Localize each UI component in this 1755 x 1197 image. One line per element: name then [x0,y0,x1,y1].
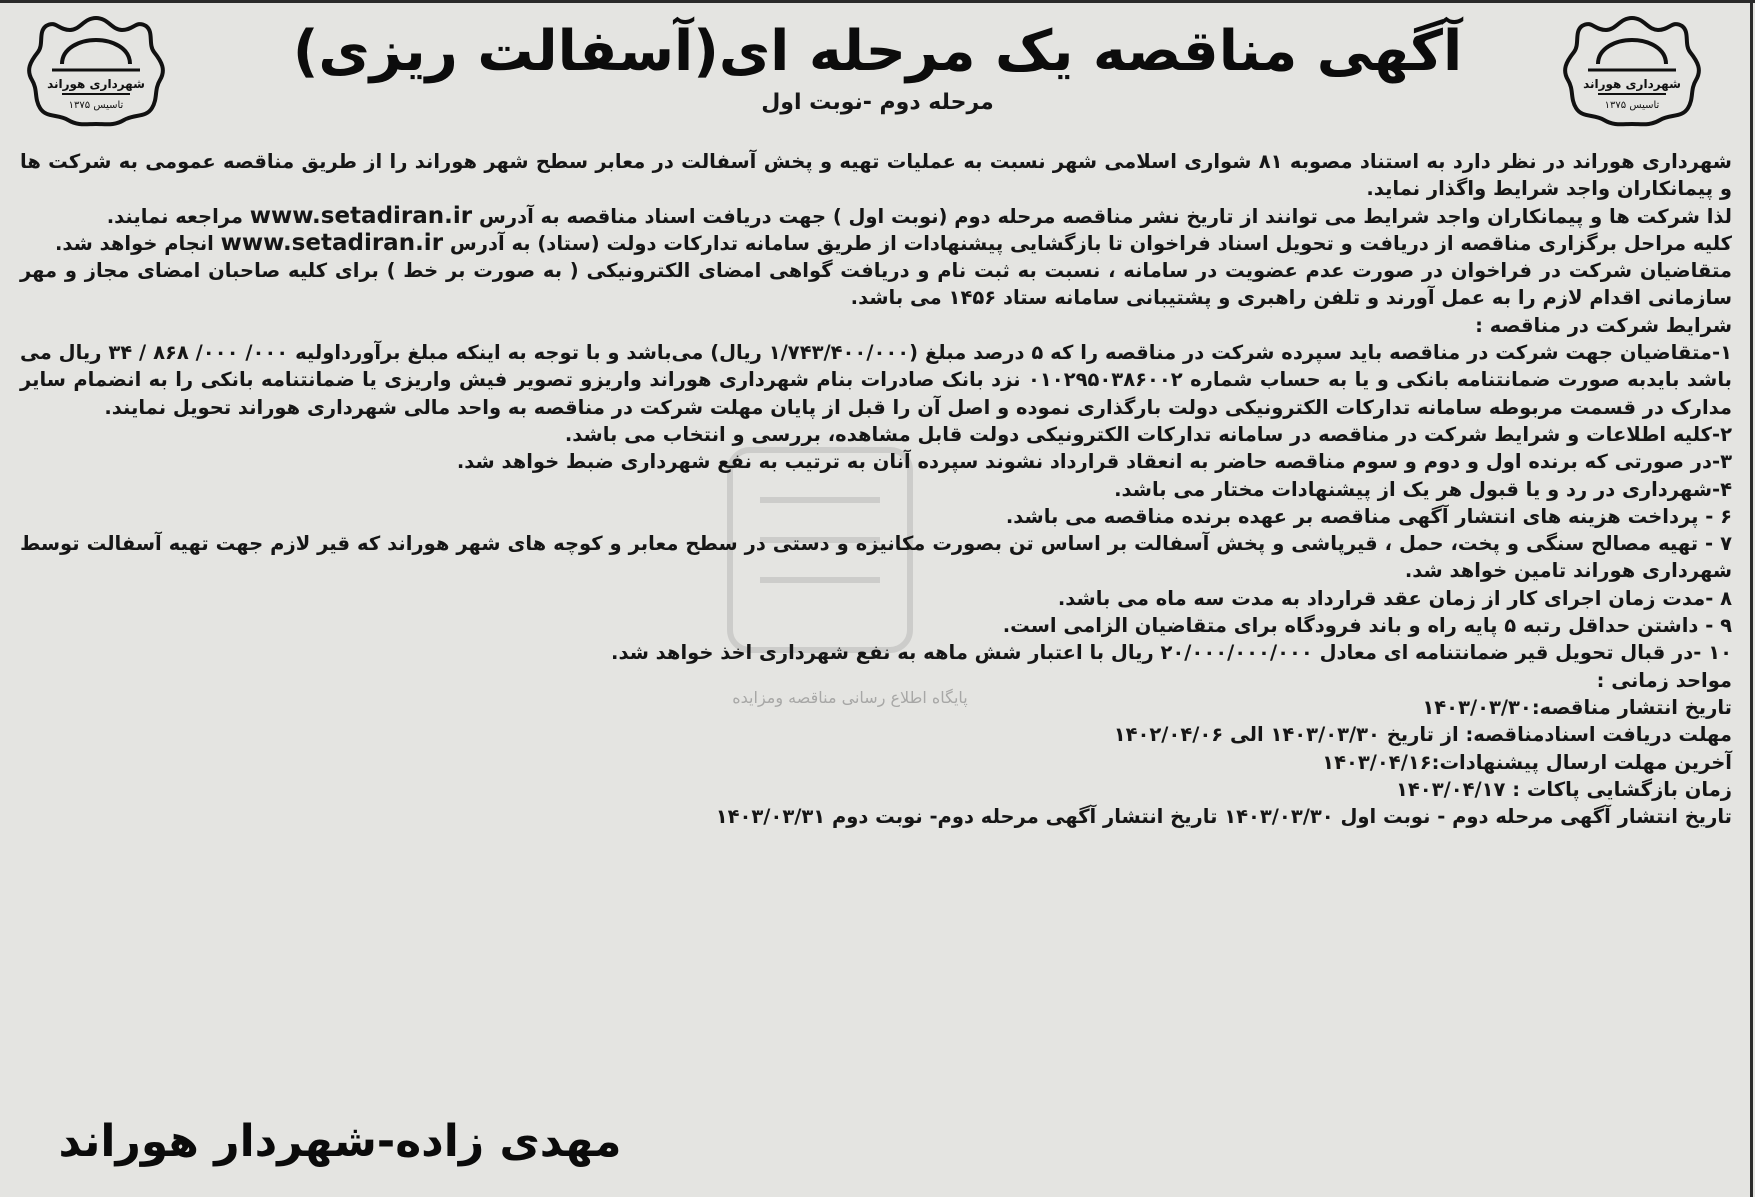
date-opening: زمان بازگشایی پاکات : ۱۴۰۳/۰۴/۱۷ [1395,777,1732,801]
condition-item-10: ۱۰ -در قبال تحویل قیر ضمانتنامه ای معادل ۲۰/۰۰۰/۰۰۰/۰۰۰ ریال با اعتبار شش ماهه به نفع شهرداری اخذ خواهد شد. [611,641,1732,665]
intro-paragraph-3-text: کلیه مراحل برگزاری مناقصه از دریافت و تحویل اسناد فراخوان تا بازگشایی پیشنهادات از طریق سامانه تدارکات دولت (ستاد) به آدرس [449,231,1732,255]
date-publication-note: تاریخ انتشار آگهی مرحله دوم - نوبت اول ۱۴۰۳/۰۳/۳۰ تاریخ انتشار آگهی مرحله دوم- نوبت دوم ۱۴۰۳/۰۳/۳۱ [715,805,1732,829]
intro-paragraph-2-text: لذا شرکت ها و پیمانکاران واجد شرایط می توانند از تاریخ نشر مناقصه مرحله دوم (نوبت اول ) جهت دریافت اسناد مناقصه به آدرس [478,204,1732,228]
condition-item-3: ۳-در صورتی که برنده اول و دوم و سوم مناقصه حاضر به انعقاد قرارداد نشوند سپرده آنان به ترتیب به نفع شهرداری ضبط خواهد شد. [456,450,1732,474]
watermark-text: پایگاه اطلاع رسانی مناقصه ومزایده [732,688,968,707]
condition-item-2: ۲-کلیه اطلاعات و شرایط شرکت در مناقصه در سامانه تدارکات الکترونیکی دولت قابل مشاهده، بررسی و انتخاب می باشد. [564,422,1732,446]
intro-paragraph-2-end: مراجعه نمایند. [106,204,243,228]
svg-text:تاسیس ۱۳۷۵: تاسیس ۱۳۷۵ [68,100,124,111]
condition-item-8: ۸ -مدت زمان اجرای کار از زمان عقد قرارداد به مدت سه ماه می باشد. [1057,586,1732,610]
conditions-heading: شرایط شرکت در مناقصه : [1475,313,1732,337]
dates-heading: مواحد زمانی : [1596,668,1732,692]
notice-body [20,148,1732,830]
notice-header [260,14,1495,118]
top-border [0,0,1755,3]
notice-subtitle: مرحله دوم -نوبت اول [761,90,994,115]
intro-paragraph-2 [20,203,1732,230]
date-submit-deadline: آخرین مهلت ارسال پیشنهادات:۱۴۰۳/۰۴/۱۶ [1322,750,1732,774]
date-publish: تاریخ انتشار مناقصه:۱۴۰۳/۰۳/۳۰ [1422,695,1732,719]
municipality-logo-left [22,12,170,130]
svg-text:تاسیس ۱۳۷۵: تاسیس ۱۳۷۵ [1604,100,1660,111]
right-border [1750,0,1753,1197]
condition-item-1: ۱-متقاضیان جهت شرکت در مناقصه باید سپرده شرکت در مناقصه را که ۵ درصد مبلغ (۱/۷۴۳/۴۰۰/۰۰۰ ریال) می‌باشد و با توجه به اینکه مبلغ برآورداولیه ۰۰۰/ ۰۰۰/ ۸۶۸ / ۳۴ ریال می باشد بایدبه صورت ضمانتنامه بانکی و یا به حساب شماره ۰۱۰۲۹۵۰۳۸۶۰۰۲ نزد بانک صادرات بنام شهرداری هوراند واریزو تصویر فیش واریزی یا ضمانتنامه بانکی را به انضمام سایر مدارک در قسمت مربوطه سامانه تدارکات الکترونیکی دولت بارگذاری نموده و اصل آن را قبل از پایان مهلت شرکت در مناقصه به واحد مالی شهرداری هوراند تحویل نمایند. [20,341,1733,419]
svg-text:شهرداری هوراند: شهرداری هوراند [1583,77,1681,91]
mayor-signature: مهدی زاده-شهردار هوراند [58,1116,622,1167]
notice-title: آگهی مناقصه یک مرحله ای(آسفالت ریزی) [292,19,1463,84]
condition-item-4: ۴-شهرداری در رد و یا قبول هر یک از پیشنهادات مختار می باشد. [1114,477,1732,501]
dates-section [20,667,1732,831]
municipality-logo-right [1558,12,1706,130]
condition-item-7: ۷ - تهیه مصالح سنگی و پخت، حمل ، قیرپاشی و پخش آسفالت بر اساس تن بصورت مکانیزه و دستی در سطح معابر و کوچه های شهر هوراند که قیر لازم جهت تهیه آسفالت توسط شهرداری هوراند تامین خواهد شد. [20,532,1732,583]
condition-item-9: ۹ - داشتن حداقل رتبه ۵ پایه راه و باند فرودگاه برای متقاضیان الزامی است. [1002,614,1732,638]
intro-paragraph-1: شهرداری هوراند در نظر دارد به استناد مصوبه ۸۱ شوارى اسلامی شهر نسبت به عملیات تهیه و پخش آسفالت در معابر سطح شهر هوراند را از طریق مناقصه عمومی به شرکت ها و پیمانکاران واجد شرایط واگذار نماید. [20,150,1732,201]
setadiran-link-2[interactable]: www.setadiran.ir [220,229,444,256]
intro-paragraph-3-end: انجام خواهد شد. [55,231,214,255]
condition-item-6: ۶ - پرداخت هزینه های انتشار آگهی مناقصه بر عهده برنده مناقصه می باشد. [1005,504,1732,528]
setadiran-link-1[interactable]: www.setadiran.ir [249,202,473,229]
intro-paragraph-3 [20,230,1732,257]
date-doc-deadline: مهلت دریافت اسنادمناقصه: از تاریخ ۱۴۰۳/۰۳/۳۰ الی ۱۴۰۲/۰۴/۰۶ [1113,723,1732,747]
municipality-emblem-icon [22,12,170,130]
intro-paragraph-4: متقاضیان شرکت در فراخوان در صورت عدم عضویت در سامانه ، نسبت به ثبت نام و دریافت گواهی امضای الکترونیکی ( به صورت بر خط ) برای کلیه صاحبان امضای مجاز و مهر سازمانی اقدام لازم را به عمل آورند و تلفن راهبری و پشتیبانی سامانه ستاد ۱۴۵۶ می باشد. [20,259,1732,310]
svg-text:شهرداری هوراند: شهرداری هوراند [47,77,145,91]
municipality-emblem-icon [1558,12,1706,130]
